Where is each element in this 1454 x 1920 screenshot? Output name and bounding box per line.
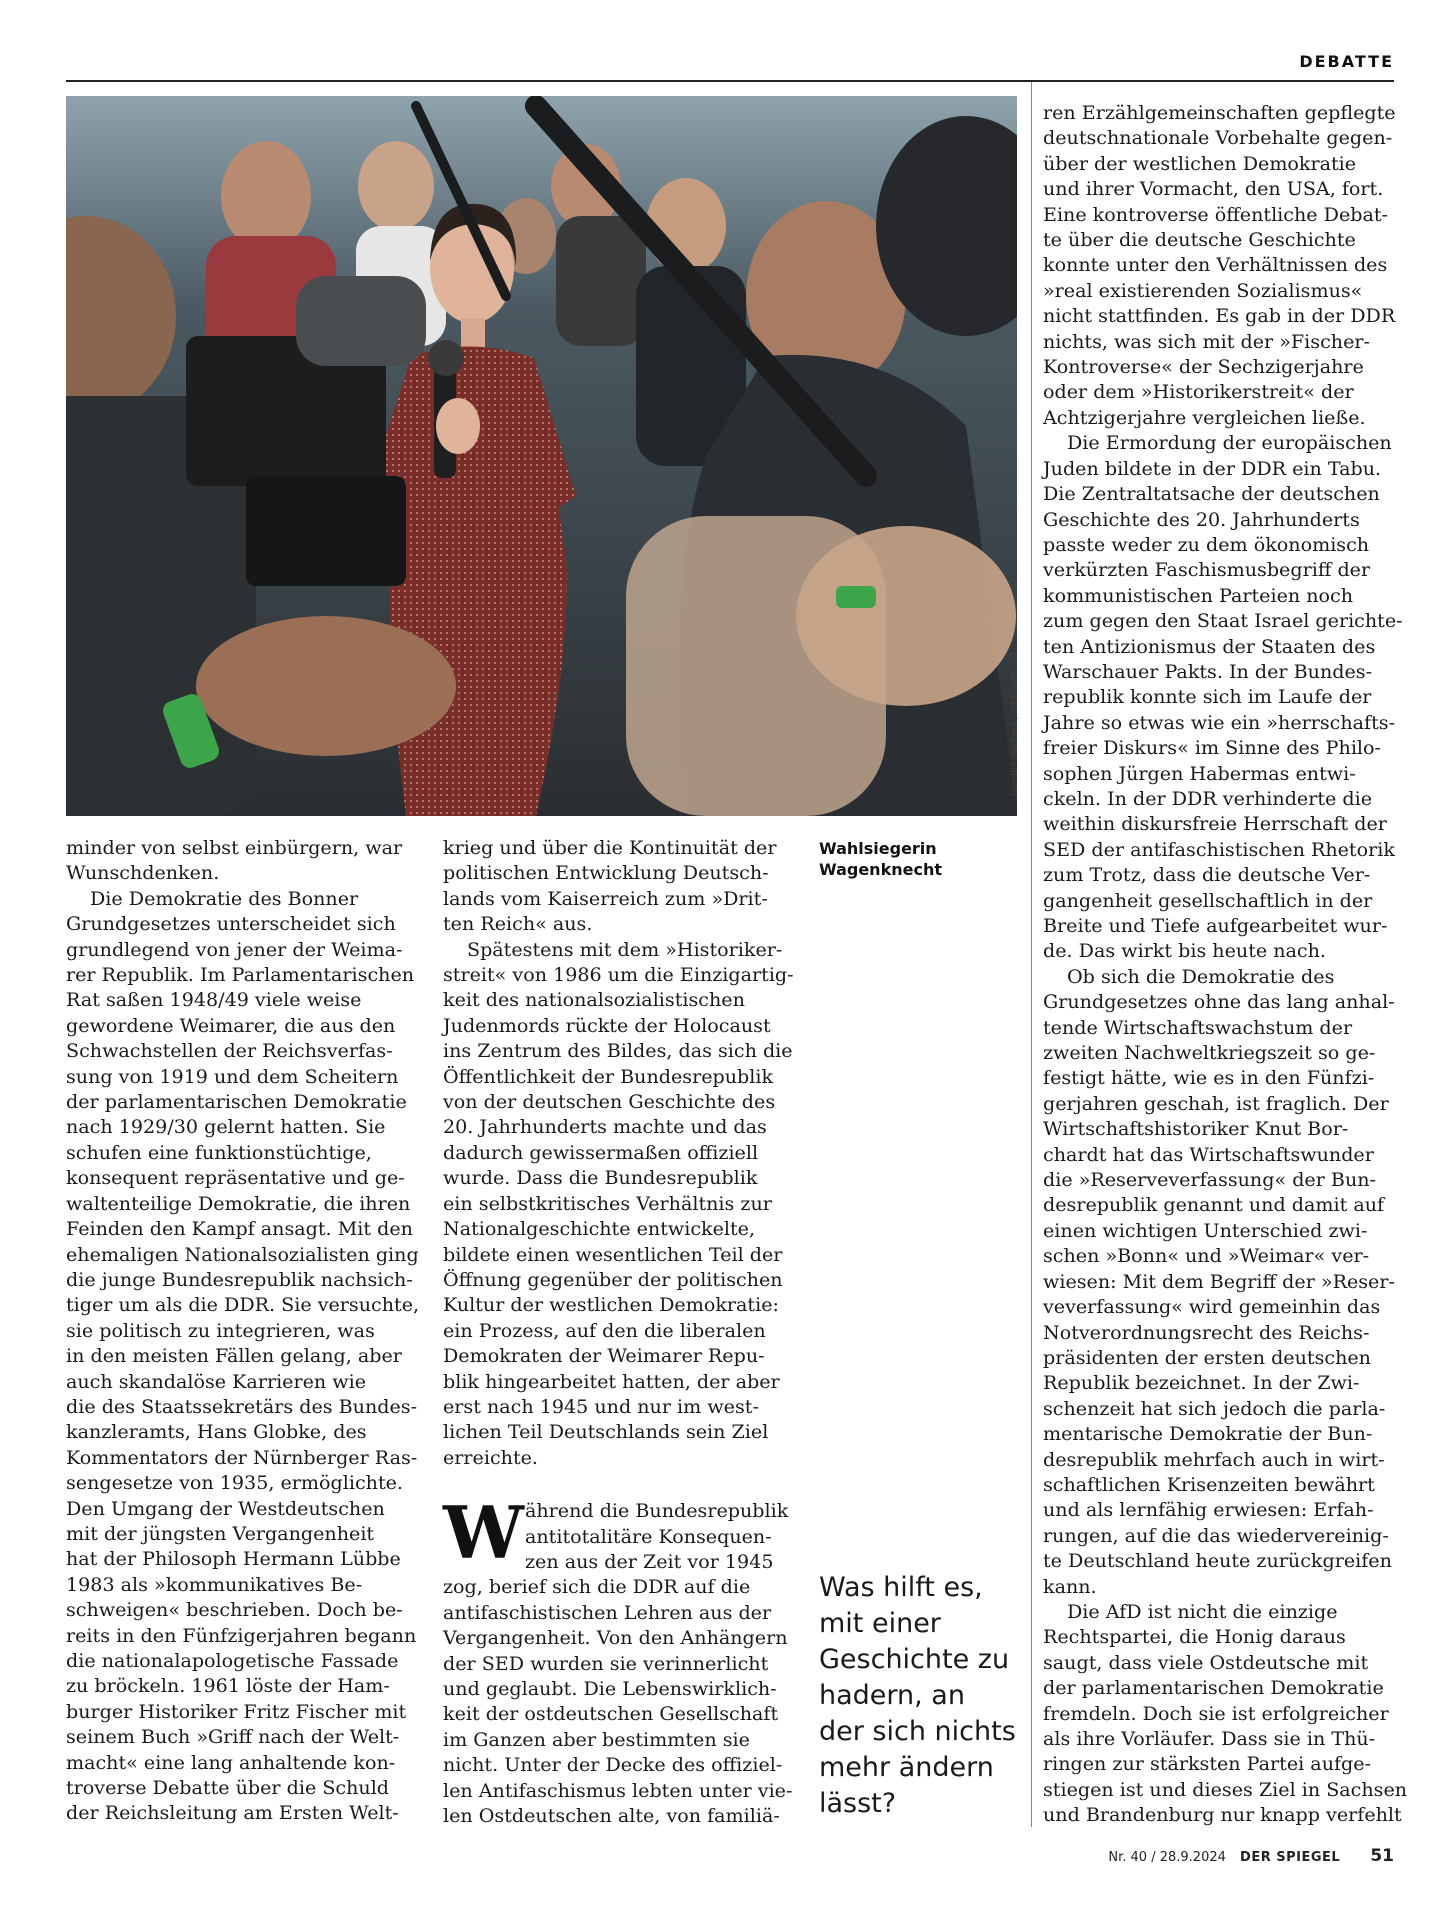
text-line: rer Republik. Im Parlamentarischen xyxy=(66,963,415,987)
text-line: krieg und über die Kontinuität der xyxy=(443,836,777,859)
column-divider xyxy=(1031,82,1032,1827)
text-line: 20. Jahrhunderts machte und das xyxy=(443,1115,767,1139)
text-line: Spätestens mit dem »Historiker- xyxy=(467,937,783,961)
pull-quote-line: mit einer xyxy=(819,1608,941,1639)
text-line: erst nach 1945 und nur im west- xyxy=(443,1394,759,1418)
text-line: kann. xyxy=(1043,1574,1097,1598)
text-line: keit der ostdeutschen Gesellschaft xyxy=(443,1702,779,1726)
text-line: antitotalitäre Konsequen- xyxy=(525,1524,772,1548)
text-line: mentarische Demokratie der Bun- xyxy=(1043,1422,1373,1446)
text-line: oder dem »Historikerstreit« der xyxy=(1043,380,1354,404)
text-line: konnte unter den Verhältnissen des xyxy=(1043,253,1388,277)
text-line: sung von 1919 und dem Scheitern xyxy=(66,1064,399,1088)
paragraph xyxy=(66,835,411,886)
text-line: Die Zentraltatsache der deutschen xyxy=(1043,482,1380,506)
photo-caption xyxy=(819,838,1019,880)
press-crowd-photo xyxy=(66,96,1017,816)
text-line: ringen zur stärksten Partei aufge- xyxy=(1043,1752,1372,1776)
photo-credit: Gordon Welters / DER SPIEGEL xyxy=(1010,650,1020,796)
pull-quote-line: der sich nichts xyxy=(819,1716,1016,1747)
text-line: Nationalgeschichte entwickelte, xyxy=(443,1217,756,1241)
text-line: tende Wirtschaftswachstum der xyxy=(1043,1015,1353,1039)
text-line: ckeln. In der DDR verhinderte die xyxy=(1043,786,1373,810)
dropcap-paragraph xyxy=(443,1490,793,1828)
pull-quote-line: hadern, an xyxy=(819,1680,965,1711)
caption-line: Wahlsiegerin xyxy=(819,839,937,858)
text-line: 1983 als »kommunikatives Be- xyxy=(66,1572,363,1596)
text-line: nach 1929/30 gelernt hatten. Sie xyxy=(66,1115,386,1139)
text-line: Ob sich die Demokratie des xyxy=(1067,964,1335,988)
text-line: ein Prozess, auf den die liberalen xyxy=(443,1318,766,1342)
article-column-4 xyxy=(1043,100,1408,1828)
text-line: als ihre Vorläufer. Dass sie in Thü- xyxy=(1043,1727,1376,1750)
text-line: burger Historiker Fritz Fischer mit xyxy=(66,1699,407,1723)
paragraph xyxy=(443,835,788,937)
text-line: desrepublik mehrfach auch in wirt- xyxy=(1043,1447,1385,1471)
caption-line: Wagenknecht xyxy=(819,860,942,879)
text-line: Rechtspartei, die Honig daraus xyxy=(1043,1625,1346,1649)
page-number: 51 xyxy=(1370,1846,1394,1866)
text-line: politischen Entwicklung Deutsch- xyxy=(443,861,769,885)
text-line: kanzleramts, Hans Globke, des xyxy=(66,1420,367,1444)
text-line: Kultur der westlichen Demokratie: xyxy=(443,1293,779,1317)
paragraph xyxy=(1043,964,1395,1599)
text-line: sengesetze von 1935, ermöglichte. xyxy=(66,1471,403,1495)
text-line: »real existierenden Sozialismus« xyxy=(1043,278,1363,302)
text-line: macht« eine lang anhaltende kon- xyxy=(66,1750,396,1774)
text-line: in den meisten Fällen gelang, aber xyxy=(66,1344,402,1368)
text-line: zog, berief sich die DDR auf die xyxy=(443,1575,751,1599)
text-line: Öffentlichkeit der Bundesrepublik xyxy=(443,1064,774,1088)
text-line: Die AfD ist nicht die einzige xyxy=(1067,1599,1338,1623)
text-line: nicht stattfinden. Es gab in der DDR xyxy=(1043,304,1396,328)
text-line: chardt hat das Wirtschaftswunder xyxy=(1043,1142,1374,1166)
text-line: präsidenten der ersten deutschen xyxy=(1043,1345,1371,1369)
text-line: Judenmords rückte der Holocaust xyxy=(443,1013,771,1037)
text-line: zum Trotz, dass die deutsche Ver- xyxy=(1043,863,1371,887)
text-line: über der westlichen Demokratie xyxy=(1043,151,1357,175)
text-line: schufen eine funktionstüchtige, xyxy=(66,1140,372,1164)
text-line: blik hingearbeitet hatten, der aber xyxy=(443,1369,780,1393)
text-line: weithin diskursfreie Herrschaft der xyxy=(1043,812,1387,836)
text-line: festigt hätte, wie es in den Fünfzi- xyxy=(1043,1066,1375,1090)
text-line: veverfassung« wird gemeinhin das xyxy=(1043,1295,1381,1319)
text-line: waltenteilige Demokratie, die ihren xyxy=(66,1191,411,1215)
text-line: im Ganzen aber bestimmten sie xyxy=(443,1727,750,1751)
text-line: republik konnte sich im Laufe der xyxy=(1043,685,1372,709)
article-column-1 xyxy=(66,835,420,1826)
text-line: Den Umgang der Westdeutschen xyxy=(66,1496,385,1520)
text-line: und ihrer Vormacht, den USA, fort. xyxy=(1043,177,1384,201)
text-line: Vergangenheit. Von den Anhängern xyxy=(443,1626,788,1650)
text-line: Feinden den Kampf ansagt. Mit den xyxy=(66,1217,413,1241)
text-line: ein selbstkritisches Verhältnis zur xyxy=(443,1191,772,1215)
text-line: sie politisch zu integrieren, was xyxy=(66,1318,375,1342)
text-line: len Antifaschismus lebten unter vie- xyxy=(443,1778,793,1802)
text-line: antifaschistischen Lehren aus der xyxy=(443,1600,772,1624)
text-line: fremdeln. Doch sie ist erfolgreicher xyxy=(1043,1701,1389,1725)
text-line: gangenheit gesellschaftlich in der xyxy=(1043,888,1373,912)
text-line: ren Erzählgemeinschaften gepflegte xyxy=(1043,101,1396,124)
pull-quote-line: lässt? xyxy=(819,1788,897,1819)
text-line: ehemaligen Nationalsozialisten ging xyxy=(66,1242,419,1266)
text-line: reits in den Fünfzigerjahren begann xyxy=(66,1623,417,1647)
text-line: Wirtschaftshistoriker Knut Bor- xyxy=(1043,1117,1349,1141)
text-line: kommunistischen Parteien noch xyxy=(1043,583,1354,607)
text-line: Öffnung gegenüber der politischen xyxy=(443,1267,783,1291)
issue-info: Nr. 40 / 28.9.2024 xyxy=(1108,1850,1226,1865)
text-line: sophen Jürgen Habermas entwi- xyxy=(1043,761,1356,785)
top-rule xyxy=(66,80,1394,82)
dropcap-remaining-lines xyxy=(443,1574,793,1828)
text-line: Rat saßen 1948/49 viele weise xyxy=(66,988,362,1012)
text-line: te Deutschland heute zurückgreifen xyxy=(1043,1549,1392,1573)
text-line: verkürzten Faschismusbegriff der xyxy=(1043,558,1371,582)
text-line: die »Reserveverfassung« der Bun- xyxy=(1043,1168,1376,1192)
text-line: nicht. Unter der Decke des offiziel- xyxy=(443,1753,783,1777)
paragraph xyxy=(1043,100,1396,430)
page-footer xyxy=(1108,1846,1394,1866)
text-line: von der deutschen Geschichte des xyxy=(443,1090,776,1114)
text-line: die nationalapologetische Fassade xyxy=(66,1649,399,1672)
text-line: rungen, auf die das wiedervereinig- xyxy=(1043,1523,1389,1547)
text-line: schweigen« beschrieben. Doch be- xyxy=(66,1598,403,1622)
paragraph xyxy=(443,937,794,1471)
text-line: zweiten Nachweltkriegszeit so ge- xyxy=(1043,1041,1376,1065)
text-line: schen »Bonn« und »Weimar« ver- xyxy=(1043,1244,1370,1268)
paragraph xyxy=(1043,1599,1408,1828)
text-line: de. Das wirkt bis heute nach. xyxy=(1043,939,1326,963)
text-line: und geglaubt. Die Lebenswirklich- xyxy=(443,1677,777,1700)
paragraph xyxy=(66,886,420,1826)
text-line: Die Demokratie des Bonner xyxy=(90,886,359,910)
text-line: Republik bezeichnet. In der Zwi- xyxy=(1043,1371,1360,1395)
text-line: Achtzigerjahre vergleichen ließe. xyxy=(1043,405,1366,429)
text-line: desrepublik genannt und damit auf xyxy=(1043,1193,1385,1217)
text-line: schenzeit hat sich jedoch die parla- xyxy=(1043,1396,1386,1420)
text-line: Wunschdenken. xyxy=(66,861,220,885)
text-line: die des Staatssekretärs des Bundes- xyxy=(66,1394,418,1418)
text-line: erreichte. xyxy=(443,1445,538,1469)
text-line: lichen Teil Deutschlands sein Ziel xyxy=(443,1420,769,1444)
text-line: Jahre so etwas wie ein »herrschafts- xyxy=(1043,710,1396,734)
text-line: auch skandalöse Karrieren wie xyxy=(66,1369,367,1393)
text-line: die junge Bundesrepublik nachsich- xyxy=(66,1267,413,1291)
text-line: dadurch gewissermaßen offiziell xyxy=(443,1140,759,1164)
dropcap-letter: W xyxy=(443,1490,524,1576)
text-line: SED der antifaschistischen Rhetorik xyxy=(1043,837,1395,861)
text-line: seinem Buch »Griff nach der Welt- xyxy=(66,1725,400,1749)
text-line: zu bröckeln. 1961 löste der Ham- xyxy=(66,1674,390,1698)
text-line: Kontroverse« der Sechzigerjahre xyxy=(1043,355,1364,379)
text-line: Breite und Tiefe aufgearbeitet wur- xyxy=(1043,914,1388,937)
pull-quote-line: Was hilft es, xyxy=(819,1572,983,1603)
text-line: mit der jüngsten Vergangenheit xyxy=(66,1521,375,1545)
text-line: grundlegend von jener der Weima- xyxy=(66,937,403,961)
text-line: konsequent repräsentative und ge- xyxy=(66,1166,405,1190)
text-line: wurde. Dass die Bundesrepublik xyxy=(443,1166,758,1190)
text-line: passte weder zu dem ökonomisch xyxy=(1043,532,1370,556)
text-line: Die Ermordung der europäischen xyxy=(1067,431,1392,455)
pull-quote-line: Geschichte zu xyxy=(819,1644,1010,1675)
text-line: hat der Philosoph Hermann Lübbe xyxy=(66,1547,401,1571)
text-line: len Ostdeutschen alte, von familiä- xyxy=(443,1804,780,1828)
text-line: streit« von 1986 um die Einzigartig- xyxy=(443,963,794,987)
magazine-brand: DER SPIEGEL xyxy=(1240,1850,1341,1865)
text-line: Kommentators der Nürnberger Ras- xyxy=(66,1445,418,1469)
text-line: Juden bildete in der DDR ein Tabu. xyxy=(1043,456,1382,480)
text-line: und als lernfähig erwiesen: Erfah- xyxy=(1043,1498,1374,1522)
text-line: Warschauer Pakts. In der Bundes- xyxy=(1043,659,1373,683)
text-line: zum gegen den Staat Israel gerichte- xyxy=(1043,609,1403,633)
text-line: ins Zentrum des Bildes, das sich die xyxy=(443,1039,793,1063)
text-line: ten Reich« aus. xyxy=(443,912,593,936)
text-line: troverse Debatte über die Schuld xyxy=(66,1776,390,1800)
text-line: keit des nationalsozialistischen xyxy=(443,988,745,1012)
text-line: Geschichte des 20. Jahrhunderts xyxy=(1043,507,1360,531)
section-label: DEBATTE xyxy=(1299,52,1394,71)
text-line: saugt, dass viele Ostdeutsche mit xyxy=(1043,1650,1369,1674)
text-line: tiger um als die DDR. Sie versuchte, xyxy=(66,1293,420,1317)
text-line: lands vom Kaiserreich zum »Drit- xyxy=(443,886,768,910)
text-line: ten Antizionismus der Staaten des xyxy=(1043,634,1376,658)
text-line: der parlamentarischen Demokratie xyxy=(1043,1676,1384,1700)
text-line: gewordene Weimarer, die aus den xyxy=(66,1013,396,1037)
text-line: bildete einen wesentlichen Teil der xyxy=(443,1242,783,1266)
text-line: Schwachstellen der Reichsverfas- xyxy=(66,1039,393,1063)
text-line: Grundgesetzes unterscheidet sich xyxy=(66,912,396,936)
text-line: wiesen: Mit dem Begriff der »Reser- xyxy=(1043,1269,1395,1293)
text-line: der Reichsleitung am Ersten Welt- xyxy=(66,1801,399,1825)
text-line: Eine kontroverse öffentliche Debat- xyxy=(1043,202,1388,226)
text-line: Demokraten der Weimarer Repu- xyxy=(443,1344,765,1368)
text-line: nichts, was sich mit der »Fischer- xyxy=(1043,329,1370,353)
text-line: gerjahren geschah, ist fraglich. Der xyxy=(1043,1091,1389,1115)
text-line: und Brandenburg nur knapp verfehlt xyxy=(1043,1803,1402,1827)
pull-quote xyxy=(819,1570,1019,1822)
text-line: freier Diskurs« im Sinne des Philo- xyxy=(1043,736,1381,760)
column-2-paragraphs xyxy=(443,835,794,1470)
paragraph xyxy=(1043,430,1403,964)
text-line: deutschnationale Vorbehalte gegen- xyxy=(1043,126,1393,150)
text-line: zen aus der Zeit vor 1945 xyxy=(525,1549,774,1573)
text-line: einen wichtigen Unterschied zwi- xyxy=(1043,1218,1368,1242)
text-line: Notverordnungsrecht des Reichs- xyxy=(1043,1320,1370,1344)
text-line: schaftlichen Krisenzeiten bewährt xyxy=(1043,1472,1375,1496)
text-line: der parlamentarischen Demokratie xyxy=(66,1090,407,1114)
text-line: stiegen ist und dieses Ziel in Sachsen xyxy=(1043,1777,1408,1801)
article-column-2 xyxy=(443,835,794,1828)
pull-quote-line: mehr ändern xyxy=(819,1752,994,1783)
text-line: ährend die Bundesrepublik xyxy=(525,1499,789,1523)
text-line: der SED wurden sie verinnerlicht xyxy=(443,1651,769,1675)
text-line: Grundgesetzes ohne das lang anhal- xyxy=(1043,990,1395,1014)
text-line: minder von selbst einbürgern, war xyxy=(66,836,403,859)
text-line: te über die deutsche Geschichte xyxy=(1043,228,1356,252)
